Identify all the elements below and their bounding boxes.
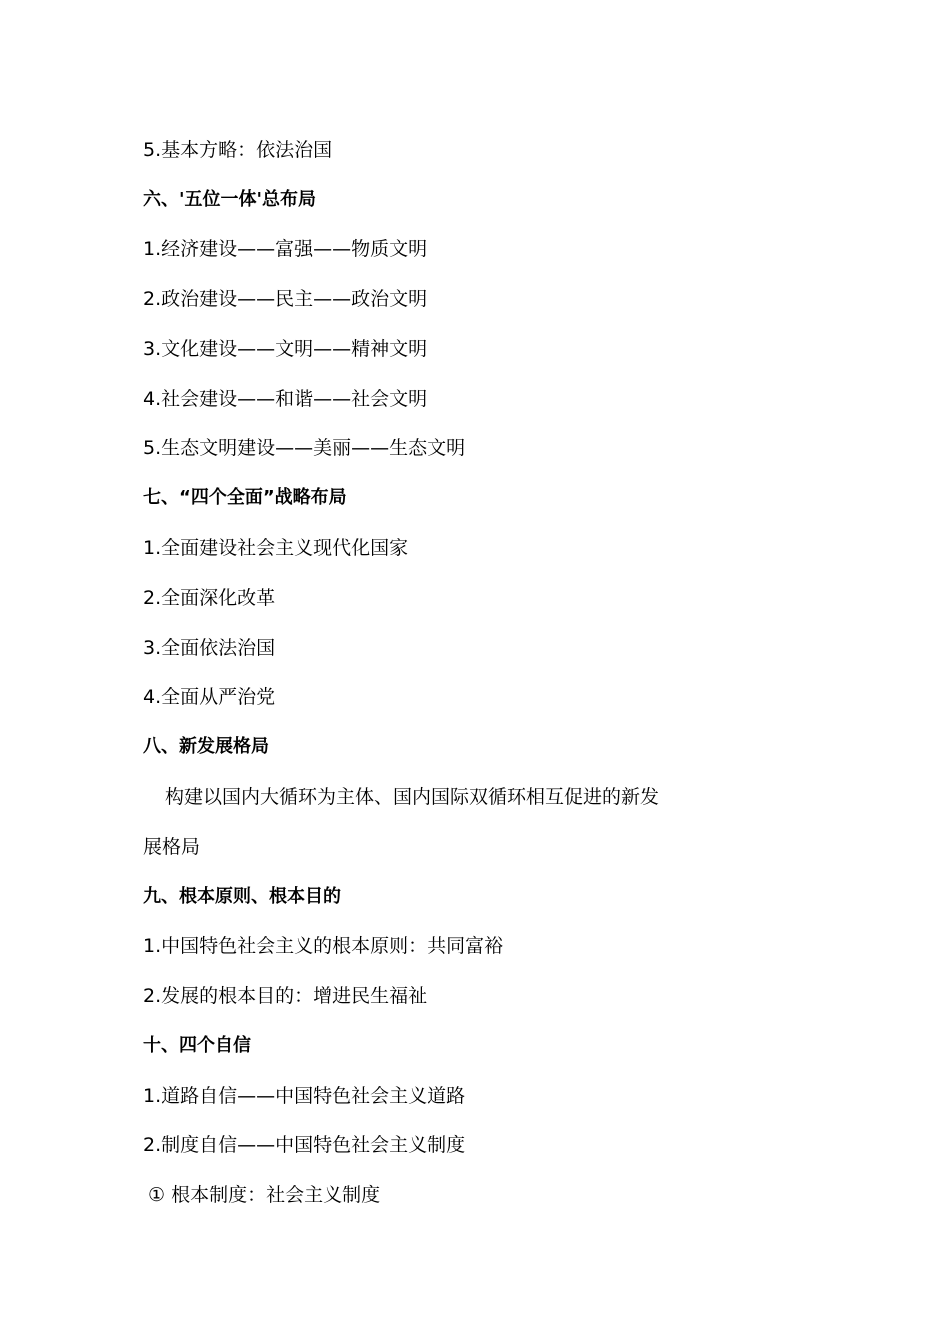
list-item: 2.发展的根本目的：增进民生福祉 (143, 985, 428, 1007)
list-item: 1.中国特色社会主义的根本原则：共同富裕 (143, 935, 504, 957)
sub-list-item: ① 根本制度：社会主义制度 (148, 1184, 381, 1206)
section-heading: 七、“四个全面”战略布局 (143, 487, 347, 508)
list-item: 1.全面建设社会主义现代化国家 (143, 537, 409, 559)
list-item: 2.制度自信——中国特色社会主义制度 (143, 1134, 466, 1156)
section-heading: 十、四个自信 (143, 1035, 251, 1056)
list-item: 4.全面从严治党 (143, 686, 276, 708)
paragraph-line: 构建以国内大循环为主体、国内国际双循环相互促进的新发 (165, 786, 660, 808)
list-item: 3.文化建设——文明——精神文明 (143, 338, 428, 360)
list-item: 5.生态文明建设——美丽——生态文明 (143, 437, 466, 459)
list-item: 2.全面深化改革 (143, 587, 276, 609)
section-heading: 九、根本原则、根本目的 (143, 886, 341, 907)
paragraph-line: 展格局 (143, 836, 201, 858)
list-item: 5.基本方略：依法治国 (143, 139, 333, 161)
list-item: 4.社会建设——和谐——社会文明 (143, 388, 428, 410)
list-item: 3.全面依法治国 (143, 637, 276, 659)
list-item: 1.道路自信——中国特色社会主义道路 (143, 1085, 466, 1107)
list-item: 1.经济建设——富强——物质文明 (143, 238, 428, 260)
section-heading: 八、新发展格局 (143, 736, 269, 757)
section-heading: 六、'五位一体'总布局 (143, 189, 317, 210)
list-item: 2.政治建设——民主——政治文明 (143, 288, 428, 310)
